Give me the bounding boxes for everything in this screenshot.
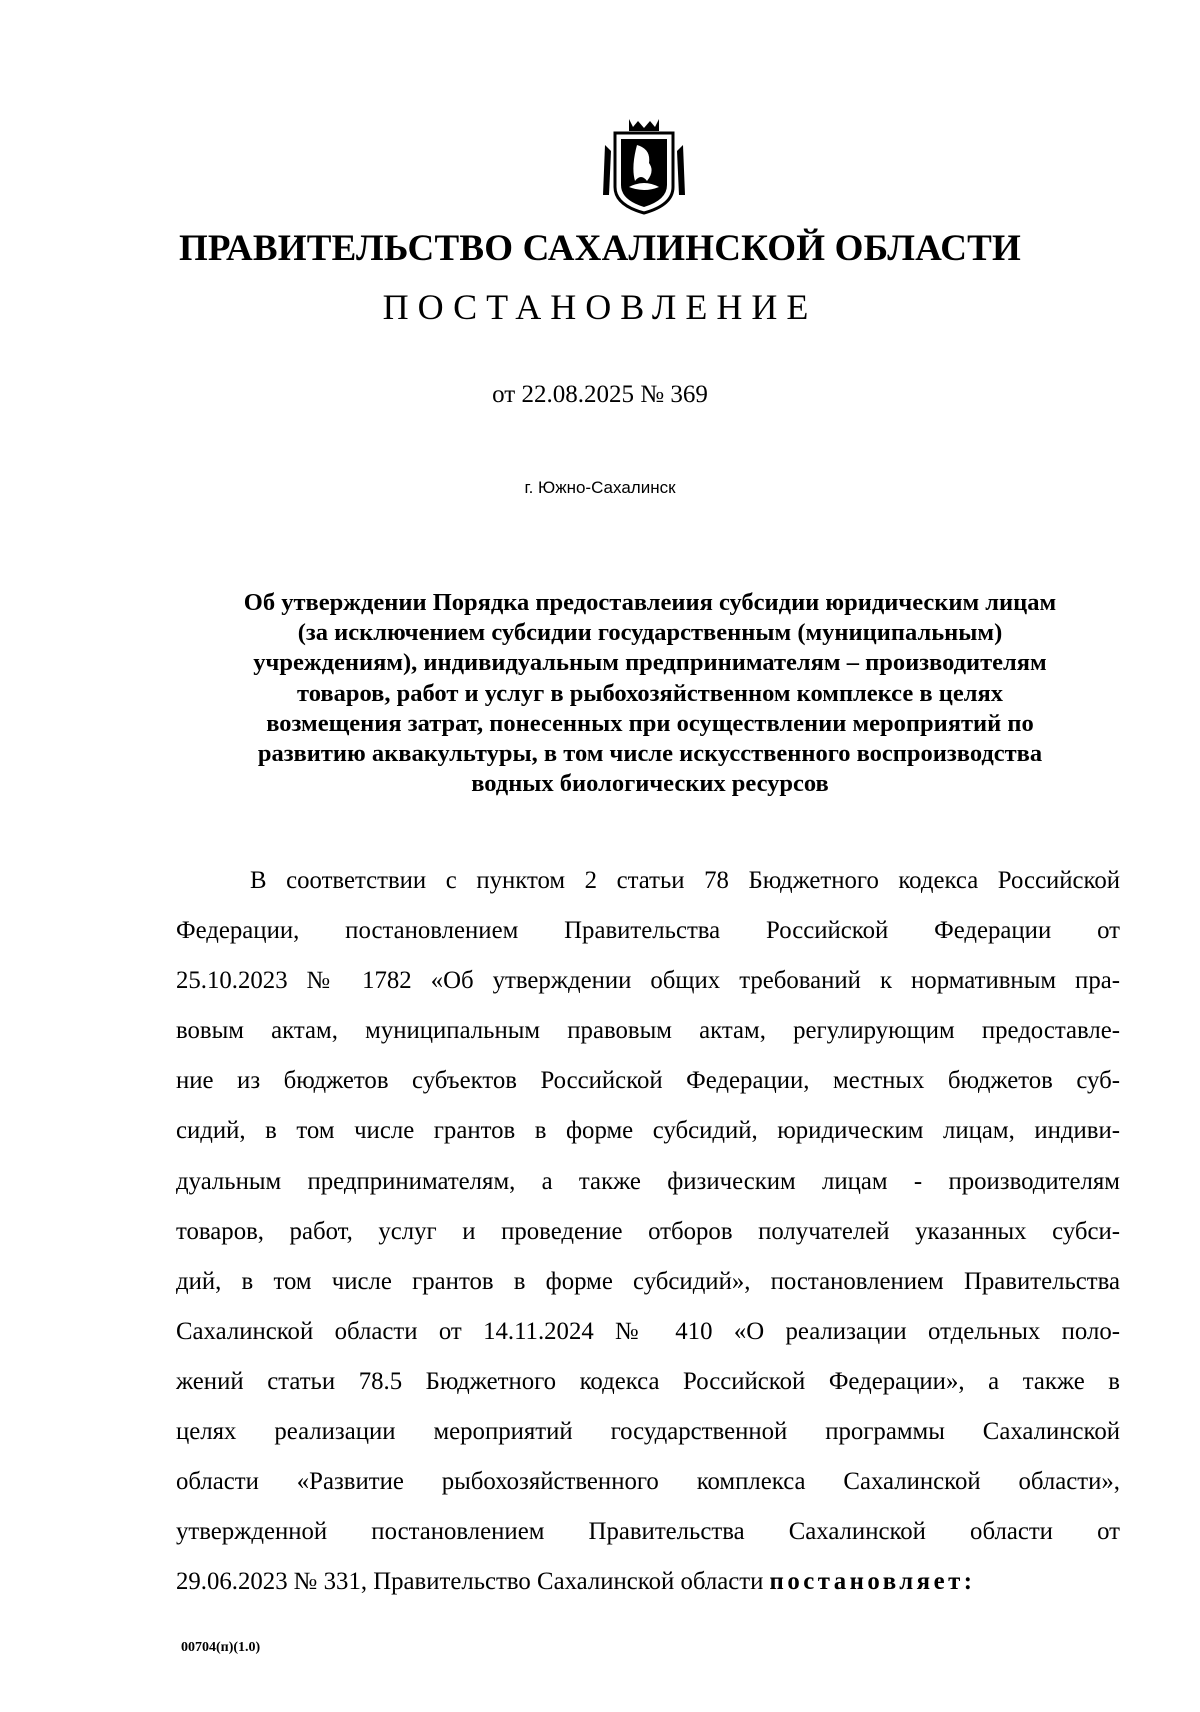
subject-line: Об утверждении Порядка предоставлеиия субсидии юридическим лицам <box>243 589 1057 616</box>
body-line: дуальным предпринимателям, а также физическим лицам - производителям <box>176 1167 1120 1195</box>
body-last-line-text: 29.06.2023 № 331, Правительство Сахалинской области <box>176 1568 770 1596</box>
subject-line: товаров, работ и услуг в рыбохозяйственном комплексе в целях <box>297 679 1003 707</box>
body-line: 25.10.2023 № 1782 «Об утверждении общих требований к нормативным пра- <box>176 967 1120 995</box>
body-line: Сахалинской области от 14.11.2024 № 410 «О реализации отдельных поло- <box>176 1317 1120 1345</box>
body-line: области «Развитие рыбохозяйственного комплекса Сахалинской области», <box>176 1468 1120 1496</box>
body-line: дий, в том числе грантов в форме субсидий», постановлением Правительства <box>176 1267 1120 1295</box>
body-line: товаров, работ, услуг и проведение отборов получателей указанных субси- <box>176 1217 1120 1245</box>
subject-line: учреждениям), индивидуальным предпринимателям – производителям <box>253 649 1047 677</box>
document-subject <box>175 588 1125 799</box>
organization-title: ПРАВИТЕЛЬСТВО САХАЛИНСКОЙ ОБЛАСТИ <box>178 228 1022 269</box>
subject-line: развитию аквакультуры, в том числе искусственного воспроизводства <box>257 740 1043 768</box>
document-type: ПОСТАНОВЛЕНИЕ <box>382 287 818 327</box>
body-line: утвержденной постановлением Правительства Сахалинской области от <box>176 1518 1120 1546</box>
coat-of-arms-icon <box>601 115 687 217</box>
document-city: г. Южно-Сахалинск <box>524 478 676 497</box>
subject-line: (за исключением субсидии государственным (муниципальным) <box>297 619 1003 647</box>
body-line: ние из бюджетов субъектов Российской Федерации, местных бюджетов суб- <box>176 1067 1120 1095</box>
body-line: В соответствии с пунктом 2 статьи 78 Бюджетного кодекса Российской <box>250 867 1120 894</box>
form-code: 00704(п)(1.0) <box>181 1640 261 1655</box>
body-line: жений статьи 78.5 Бюджетного кодекса Российской Федерации», а также в <box>176 1367 1120 1395</box>
document-body <box>176 856 1120 1607</box>
resolution-colon: : <box>963 1568 976 1596</box>
body-line: сидий, в том числе грантов в форме субсидий, юридическим лицам, индиви- <box>176 1117 1120 1145</box>
body-line: целях реализации мероприятий государственной программы Сахалинской <box>176 1418 1120 1446</box>
body-last-line <box>176 1557 1120 1607</box>
subject-line: водных биологических ресурсов <box>471 770 829 798</box>
body-line: вовым актам, муниципальным правовым актам, регулирующим предоставле- <box>176 1017 1120 1045</box>
resolution-verb: постановляет <box>769 1568 964 1596</box>
body-line: Федерации, постановлением Правительства Российской Федерации от <box>176 917 1120 945</box>
document-date-number: от 22.08.2025 № 369 <box>492 381 708 408</box>
subject-line: возмещения затрат, понесенных при осуществлении мероприятий по <box>266 709 1034 737</box>
